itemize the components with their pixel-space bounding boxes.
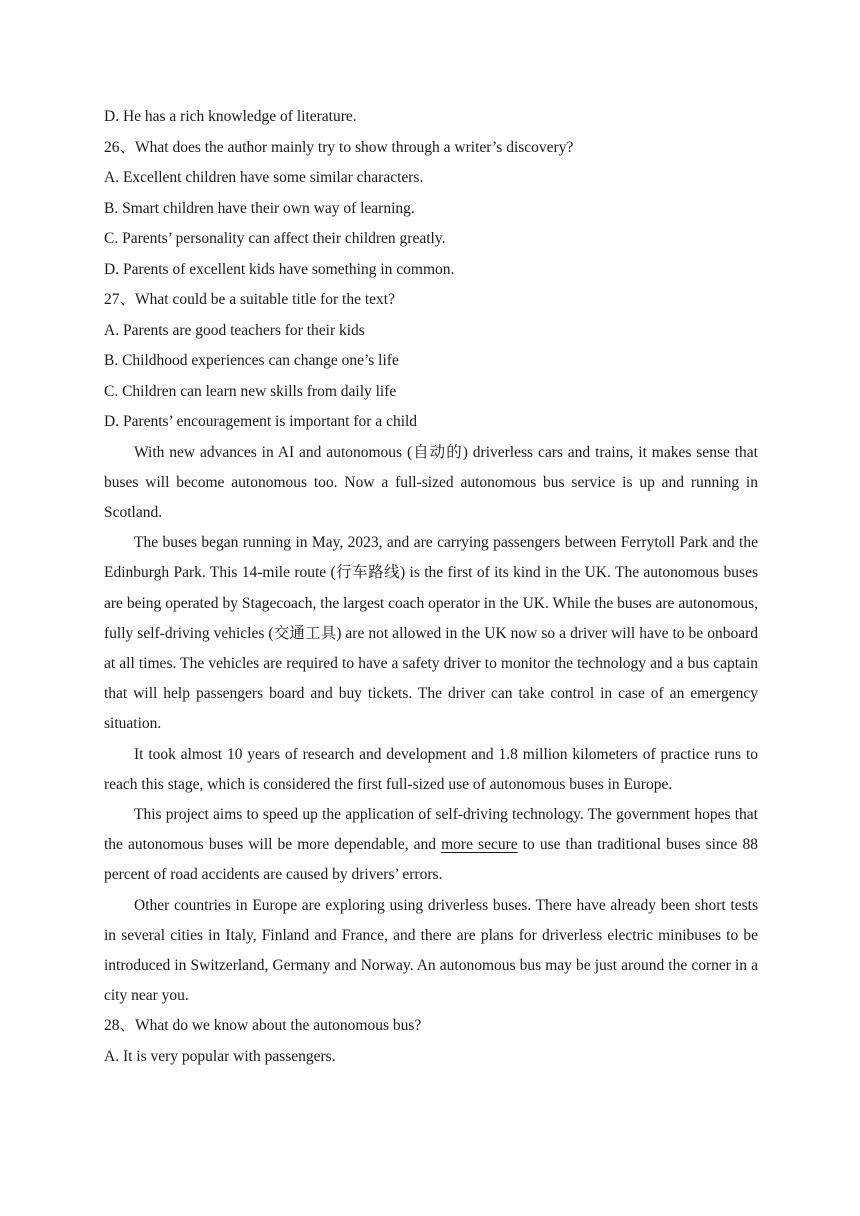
passage-paragraph-3: It took almost 10 years of research and development and 1.8 million kilometers of practice runs to reach this stage, which is considered the first full-sized use of autonomous buses in Europe. [104,745,758,793]
q26-option-a: A. Excellent children have some similar characters. [104,169,424,186]
q26-question: 26、What does the author mainly try to show through a writer’s discovery? [104,138,574,156]
passage-paragraph-1: With new advances in AI and autonomous (自动的) driverless cars and trains, it makes sense that buses will become autonomous too. Now a full-sized autonomous bus service is up and running in Scotland. [104,443,758,521]
passage-paragraph-4 [104,800,758,891]
q25-option-d: D. He has a rich knowledge of literature. [104,108,357,125]
q26-option-c: C. Parents’ personality can affect their children greatly. [104,230,446,247]
paragraph-4-text-after: to use than traditional buses since 88 percent of road accidents are caused by drivers’ errors. [104,836,758,884]
q27-option-d: D. Parents’ encouragement is important for a child [104,413,418,430]
passage-paragraph-5: Other countries in Europe are exploring using driverless buses. There have already been short tests in several cities in Italy, Finland and France, and there are plans for driverless electric minibuses to be introduced in Switzerland, Germany and Norway. An autonomous bus may be just around the corner in a city near you. [104,896,758,1005]
document-page [104,102,758,1072]
q27-question: 27、What could be a suitable title for the text? [104,291,395,308]
q27-option-a: A. Parents are good teachers for their kids [104,321,365,339]
q26-option-d: D. Parents of excellent kids have something in common. [104,260,455,278]
q27-option-b: B. Childhood experiences can change one’s life [104,352,399,369]
q28-question: 28、What do we know about the autonomous bus? [104,1017,422,1035]
paragraph-4-text-before: This project aims to speed up the application of self-driving technology. The government hopes that the autonomous buses will be more dependable, and [104,805,758,854]
passage-paragraph-2: The buses began running in May, 2023, and are carrying passengers between Ferrytoll Park and the Edinburgh Park. This 14-mile route (行车路线) is the first of its kind in the UK. The autonomous buses are being operated by Stagecoach, the largest coach operator in the UK. While the buses are autonomous, fully self-driving vehicles (交通工具) are not allowed in the UK now so a driver will have to be onboard at all times. The vehicles are required to have a safety driver to monitor the technology and a bus captain that will help passengers board and buy tickets. The driver can take control in case of an emergency situation. [104,534,758,733]
underlined-phrase: more secure [441,836,518,854]
q26-option-b: B. Smart children have their own way of learning. [104,199,415,217]
q27-option-c: C. Children can learn new skills from daily life [104,382,397,400]
q28-option-a: A. It is very popular with passengers. [104,1047,336,1065]
